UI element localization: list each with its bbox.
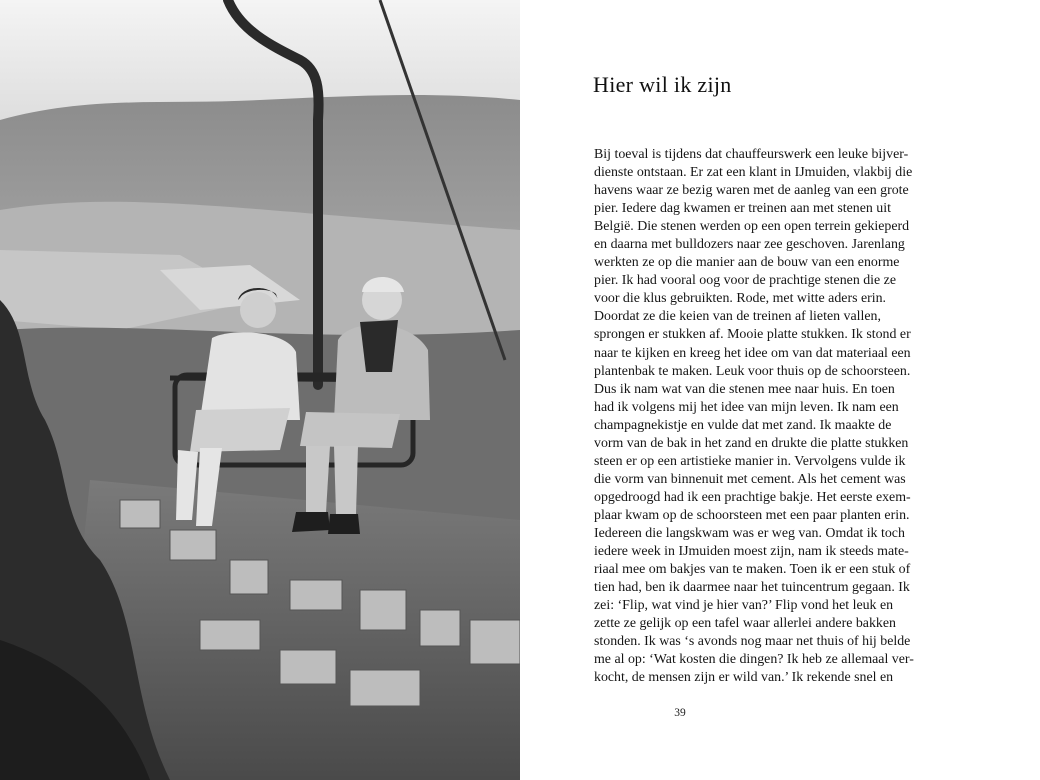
text-line: opgedroogd had ik een prachtige bakje. Het eerste exem- — [594, 489, 911, 505]
text-line: tien had, ben ik daarmee naar het tuincentrum gegaan. Ik — [594, 580, 910, 596]
text-line: champagnekistje en vulde dat met zand. Ik maakte de — [594, 417, 892, 433]
page-title: Hier wil ik zijn — [593, 72, 732, 97]
text-line: Bij toeval is tijdens dat chauffeurswerk een leuke bijver- — [594, 147, 909, 162]
body-text — [594, 146, 974, 687]
text-line: plaar kwam op de schoorsteen met een paar planten erin. — [594, 507, 910, 523]
text-line: sprongen er stukken af. Mooie platte stukken. Ik stond er — [594, 327, 911, 343]
text-line: en daarna met bulldozers naar zee geschoven. Jarenlang — [594, 237, 905, 253]
text-page — [520, 0, 1040, 780]
page-number: 39 — [674, 707, 686, 719]
text-line: kocht, de mensen zijn er wild van.’ Ik rekende snel en — [594, 670, 894, 686]
text-line: me al op: ‘Wat kosten die dingen? Ik heb ze allemaal ver- — [594, 652, 914, 668]
text-line: plantenbak te maken. Leuk voor thuis op de schoorsteen. — [594, 363, 911, 379]
text-line: Dus ik nam wat van die stenen mee naar huis. En toen — [594, 381, 895, 397]
text-line: pier. Ik had vooral oog voor de prachtige stenen die ze — [594, 273, 897, 289]
text-line: dienste ontstaan. Er zat een klant in IJmuiden, vlakbij die — [594, 165, 913, 181]
text-line: riaal mee om bakjes van te maken. Toen ik er een stuk of — [594, 562, 911, 578]
text-line: België. Die stenen werden op een open terrein gekieperd — [594, 219, 910, 235]
text-line: zette ze gelijk op een tafel waar allerlei andere bakken — [594, 616, 896, 632]
text-line: iedere week in IJmuiden moest zijn, nam ik steeds mate- — [594, 544, 909, 560]
text-line: zei: ‘Flip, wat vind je hier van?’ Flip vond het leuk en — [594, 598, 894, 614]
text-line: naar te kijken en kreeg het idee om van dat materiaal een — [594, 345, 911, 361]
text-line: havens waar ze bezig waren met de aanleg van een grote — [594, 183, 909, 199]
text-line: pier. Iedere dag kwamen er treinen aan met stenen uit — [594, 201, 891, 217]
text-line: vorm van de bak in het zand en drukte die platte stukken — [594, 435, 909, 451]
text-line: Doordat ze die keien van de treinen af lieten vallen, — [594, 309, 881, 325]
text-line: Iedereen die langskwam was er weg van. Omdat ik toch — [594, 525, 905, 541]
text-line: voor die klus gebruikten. Rode, met witte aders erin. — [594, 291, 887, 307]
text-line: steen er op een artistieke manier in. Vervolgens vulde ik — [594, 453, 906, 469]
text-line: stonden. Ik was ‘s avonds nog maar net thuis of hij belde — [594, 634, 911, 650]
text-line: werkten ze op die manier aan de bouw van een enorme — [594, 255, 900, 271]
text-line: had ik volgens mij het idee van mijn leven. Ik nam een — [594, 399, 899, 415]
text-line: die vorm van binnenuit met cement. Als het cement was — [594, 471, 906, 487]
